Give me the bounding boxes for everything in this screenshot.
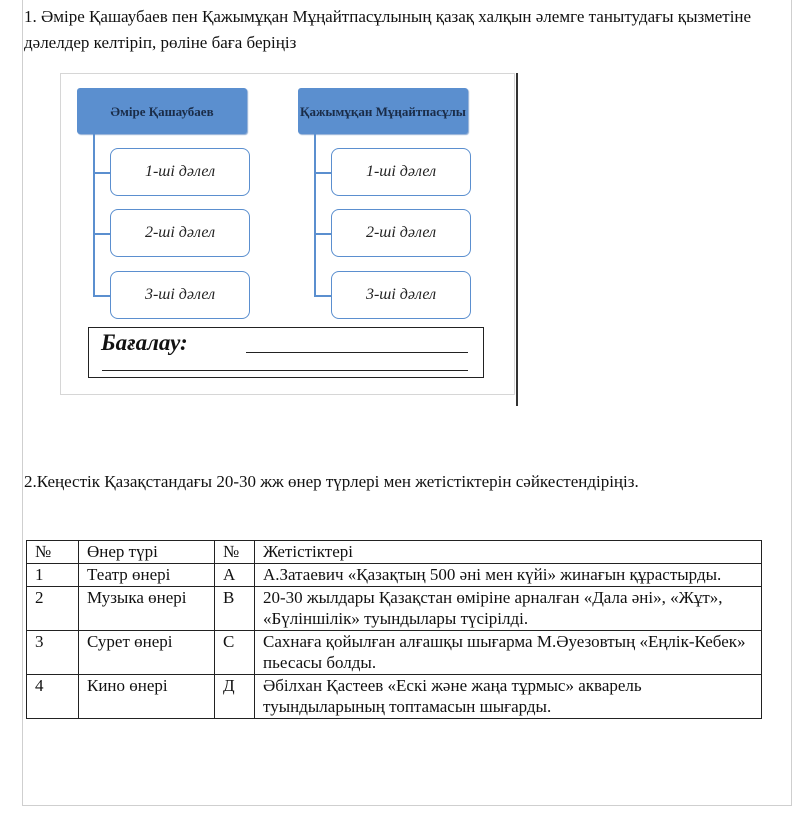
connector-right-vertical: [314, 134, 316, 295]
question-1-text: 1. Әміре Қашаубаев пен Қажымұқан Мұңайтпасұлының қазақ халқын әлемге танытудағы қызметіне дәлелдер келтіріп, рөліне баға беріңіз: [24, 7, 752, 52]
left-argument-1: 1-ші дәлел: [110, 148, 250, 196]
question-2-text: 2.Кеңестік Қазақстандағы 20-30 жж өнер түрлері мен жетістіктерін сәйкестендіріңіз.: [24, 472, 639, 491]
left-argument-2: 2-ші дәлел: [110, 209, 250, 257]
connector-left-1: [93, 172, 110, 174]
row-number: 3: [27, 631, 79, 675]
grade-answer-line-2: [102, 370, 468, 371]
diagram-right-title: Қажымұқан Мұңайтпасұлы: [298, 88, 468, 134]
row-art-type: Сурет өнері: [79, 631, 215, 675]
right-argument-3: 3-ші дәлел: [331, 271, 471, 319]
table-row: [27, 587, 762, 631]
connector-left-vertical: [93, 134, 95, 295]
left-argument-3: 3-ші дәлел: [110, 271, 250, 319]
grade-label: Бағалау:: [101, 330, 188, 355]
diagram-left-title: Әміре Қашаубаев: [77, 88, 247, 134]
table-row: [27, 631, 762, 675]
row-achievement: Сахнаға қойылған алғашқы шығарма М.Әуезовтың «Еңлік-Кебек» пьесасы болды.: [255, 631, 762, 675]
grade-answer-line-1: [246, 352, 468, 353]
connector-right-3: [314, 295, 331, 297]
connector-left-3: [93, 295, 110, 297]
right-argument-2: 2-ші дәлел: [331, 209, 471, 257]
header-art-type: Өнер түрі: [79, 541, 215, 564]
connector-right-2: [314, 233, 331, 235]
row-letter: С: [215, 631, 255, 675]
row-letter: В: [215, 587, 255, 631]
row-number: 4: [27, 675, 79, 719]
table-header-row: [27, 541, 762, 564]
header-letter: №: [215, 541, 255, 564]
row-number: 1: [27, 564, 79, 587]
connector-right-1: [314, 172, 331, 174]
table-row: [27, 675, 762, 719]
row-letter: Д: [215, 675, 255, 719]
header-number: №: [27, 541, 79, 564]
row-art-type: Кино өнері: [79, 675, 215, 719]
table-row: [27, 564, 762, 587]
header-achievements: Жетістіктері: [255, 541, 762, 564]
row-art-type: Музыка өнері: [79, 587, 215, 631]
row-number: 2: [27, 587, 79, 631]
row-achievement: Әбілхан Қастеев «Ескі және жаңа тұрмыс» акварель туындыларының топтамасын шығарды.: [255, 675, 762, 719]
row-achievement: 20-30 жылдары Қазақстан өміріне арналған «Дала әні», «Жұт», «Бүліншілік» туындылары түсірілді.: [255, 587, 762, 631]
row-achievement: А.Затаевич «Қазақтың 500 әні мен күйі» жинағын құрастырды.: [255, 564, 762, 587]
matching-table: [26, 540, 762, 719]
row-letter: А: [215, 564, 255, 587]
right-argument-1: 1-ші дәлел: [331, 148, 471, 196]
row-art-type: Театр өнері: [79, 564, 215, 587]
figure-border-line: [516, 73, 518, 406]
connector-left-2: [93, 233, 110, 235]
